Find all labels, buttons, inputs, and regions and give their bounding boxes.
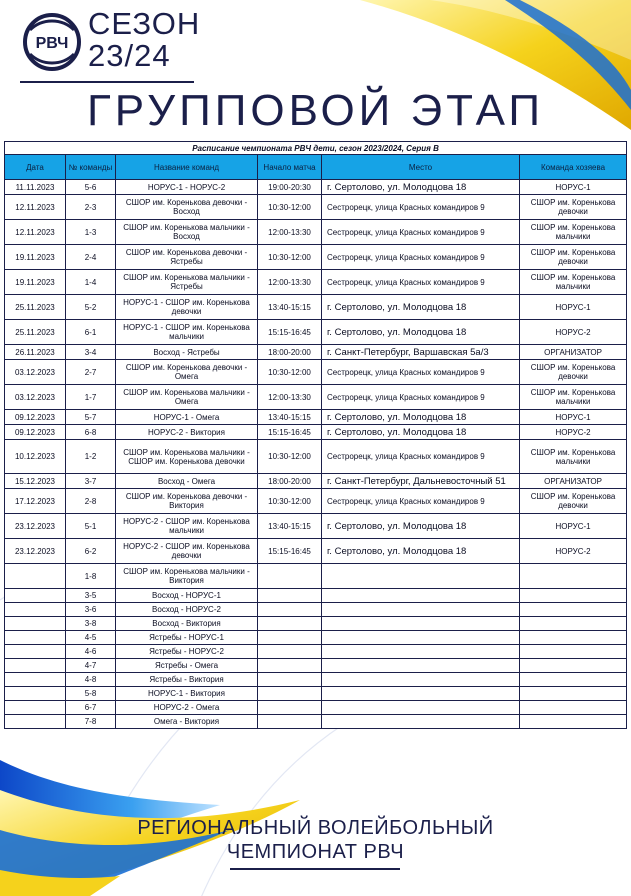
- start-time-cell: [258, 645, 322, 659]
- team-number-cell: 1-4: [66, 270, 116, 295]
- team-number-cell: 1-7: [66, 385, 116, 410]
- place-cell: Сестрорецк, улица Красных командиров 9: [322, 489, 520, 514]
- team-number-cell: 1-2: [66, 440, 116, 474]
- team-number-cell: 1-3: [66, 220, 116, 245]
- start-time-cell: [258, 659, 322, 673]
- date-cell: 09.12.2023: [5, 425, 66, 440]
- place-cell: [322, 687, 520, 701]
- place-cell: г. Сертолово, ул. Молодцова 18: [322, 180, 520, 195]
- date-cell: 12.11.2023: [5, 195, 66, 220]
- start-time-cell: 12:00-13:30: [258, 220, 322, 245]
- table-row: [5, 360, 627, 385]
- host-cell: [520, 564, 627, 589]
- date-cell: [5, 617, 66, 631]
- host-cell: НОРУС-2: [520, 320, 627, 345]
- place-cell: [322, 631, 520, 645]
- teams-cell: СШОР им. Коренькова мальчики - Виктория: [116, 564, 258, 589]
- teams-cell: НОРУС-1 - СШОР им. Коренькова мальчики: [116, 320, 258, 345]
- place-cell: [322, 715, 520, 729]
- host-cell: НОРУС-1: [520, 514, 627, 539]
- teams-cell: Восход - Ястребы: [116, 345, 258, 360]
- date-cell: 11.11.2023: [5, 180, 66, 195]
- date-cell: 23.12.2023: [5, 514, 66, 539]
- footer-line-2: ЧЕМПИОНАТ РВЧ: [226, 841, 405, 863]
- host-cell: ОРГАНИЗАТОР: [520, 345, 627, 360]
- team-number-cell: 7-8: [66, 715, 116, 729]
- date-cell: 12.11.2023: [5, 220, 66, 245]
- team-number-cell: 4-6: [66, 645, 116, 659]
- table-row: [5, 245, 627, 270]
- start-time-cell: [258, 701, 322, 715]
- host-cell: [520, 645, 627, 659]
- date-cell: [5, 645, 66, 659]
- table-row: [5, 489, 627, 514]
- place-cell: [322, 645, 520, 659]
- host-cell: [520, 715, 627, 729]
- teams-cell: НОРУС-2 - СШОР им. Коренькова девочки: [116, 539, 258, 564]
- place-cell: [322, 617, 520, 631]
- team-number-cell: 3-4: [66, 345, 116, 360]
- place-cell: г. Сертолово, ул. Молодцова 18: [322, 295, 520, 320]
- date-cell: [5, 715, 66, 729]
- date-cell: 23.12.2023: [5, 539, 66, 564]
- rvch-logo: [22, 12, 82, 72]
- teams-cell: НОРУС-2 - Омега: [116, 701, 258, 715]
- teams-cell: НОРУС-1 - СШОР им. Коренькова девочки: [116, 295, 258, 320]
- teams-cell: НОРУС-1 - Омега: [116, 410, 258, 425]
- start-time-cell: 12:00-13:30: [258, 270, 322, 295]
- table-row: [5, 701, 627, 715]
- header: [0, 0, 631, 138]
- table-row: [5, 220, 627, 245]
- host-cell: СШОР им. Коренькова мальчики: [520, 220, 627, 245]
- host-cell: НОРУС-2: [520, 539, 627, 564]
- column-header-teams: Название команд: [116, 155, 258, 180]
- footer-line-1: РЕГИОНАЛЬНЫЙ ВОЛЕЙБОЛЬНЫЙ: [137, 817, 494, 839]
- footer: [0, 816, 631, 864]
- teams-cell: СШОР им. Коренькова девочки - Восход: [116, 195, 258, 220]
- table-body: [5, 180, 627, 729]
- date-cell: [5, 687, 66, 701]
- column-header-date: Дата: [5, 155, 66, 180]
- host-cell: НОРУС-2: [520, 425, 627, 440]
- team-number-cell: 3-5: [66, 589, 116, 603]
- place-cell: г. Санкт-Петербург, Варшавская 5а/3: [322, 345, 520, 360]
- start-time-cell: 10:30-12:00: [258, 195, 322, 220]
- place-cell: Сестрорецк, улица Красных командиров 9: [322, 385, 520, 410]
- table-row: [5, 715, 627, 729]
- start-time-cell: [258, 715, 322, 729]
- table-row: [5, 345, 627, 360]
- table-row: [5, 631, 627, 645]
- start-time-cell: 12:00-13:30: [258, 385, 322, 410]
- host-cell: [520, 673, 627, 687]
- table-row: [5, 539, 627, 564]
- date-cell: [5, 659, 66, 673]
- team-number-cell: 5-7: [66, 410, 116, 425]
- place-cell: [322, 589, 520, 603]
- table-row: [5, 180, 627, 195]
- column-header-start-time: Начало матча: [258, 155, 322, 180]
- footer-divider: [230, 868, 400, 870]
- table-row: [5, 270, 627, 295]
- teams-cell: СШОР им. Коренькова мальчики - Ястребы: [116, 270, 258, 295]
- team-number-cell: 3-6: [66, 603, 116, 617]
- team-number-cell: 6-8: [66, 425, 116, 440]
- date-cell: 03.12.2023: [5, 360, 66, 385]
- season-label: [88, 8, 200, 72]
- host-cell: СШОР им. Коренькова девочки: [520, 245, 627, 270]
- table-row: [5, 673, 627, 687]
- date-cell: [5, 631, 66, 645]
- table-row: [5, 425, 627, 440]
- date-cell: 19.11.2023: [5, 245, 66, 270]
- date-cell: 15.12.2023: [5, 474, 66, 489]
- date-cell: 25.11.2023: [5, 320, 66, 345]
- date-cell: 09.12.2023: [5, 410, 66, 425]
- table-row: [5, 410, 627, 425]
- table-row: [5, 320, 627, 345]
- teams-cell: Ястребы - НОРУС-1: [116, 631, 258, 645]
- stage-title: ГРУППОВОЙ ЭТАП: [86, 86, 545, 135]
- schedule-table-wrapper: [4, 141, 626, 729]
- table-row: [5, 617, 627, 631]
- date-cell: 26.11.2023: [5, 345, 66, 360]
- table-header-row: [5, 155, 627, 180]
- team-number-cell: 1-8: [66, 564, 116, 589]
- team-number-cell: 4-7: [66, 659, 116, 673]
- date-cell: [5, 701, 66, 715]
- table-row: [5, 659, 627, 673]
- place-cell: [322, 659, 520, 673]
- team-number-cell: 3-8: [66, 617, 116, 631]
- team-number-cell: 2-4: [66, 245, 116, 270]
- place-cell: Сестрорецк, улица Красных командиров 9: [322, 440, 520, 474]
- column-header-host: Команда хозяева: [520, 155, 627, 180]
- date-cell: 17.12.2023: [5, 489, 66, 514]
- teams-cell: СШОР им. Коренькова девочки - Виктория: [116, 489, 258, 514]
- teams-cell: СШОР им. Коренькова девочки - Омега: [116, 360, 258, 385]
- team-number-cell: 6-7: [66, 701, 116, 715]
- team-number-cell: 4-5: [66, 631, 116, 645]
- table-row: [5, 589, 627, 603]
- start-time-cell: [258, 564, 322, 589]
- date-cell: [5, 603, 66, 617]
- place-cell: Сестрорецк, улица Красных командиров 9: [322, 270, 520, 295]
- host-cell: СШОР им. Коренькова мальчики: [520, 440, 627, 474]
- start-time-cell: 13:40-15:15: [258, 410, 322, 425]
- teams-cell: НОРУС-1 - Виктория: [116, 687, 258, 701]
- host-cell: ОРГАНИЗАТОР: [520, 474, 627, 489]
- team-number-cell: 3-7: [66, 474, 116, 489]
- host-cell: [520, 701, 627, 715]
- teams-cell: СШОР им. Коренькова мальчики - Восход: [116, 220, 258, 245]
- place-cell: г. Сертолово, ул. Молодцова 18: [322, 410, 520, 425]
- start-time-cell: 13:40-15:15: [258, 514, 322, 539]
- place-cell: г. Санкт-Петербург, Дальневосточный 51: [322, 474, 520, 489]
- logo-text: РВЧ: [35, 35, 69, 52]
- place-cell: Сестрорецк, улица Красных командиров 9: [322, 220, 520, 245]
- table-row: [5, 514, 627, 539]
- teams-cell: Восход - Омега: [116, 474, 258, 489]
- teams-cell: Ястребы - НОРУС-2: [116, 645, 258, 659]
- date-cell: 25.11.2023: [5, 295, 66, 320]
- team-number-cell: 2-3: [66, 195, 116, 220]
- teams-cell: Восход - НОРУС-1: [116, 589, 258, 603]
- teams-cell: Восход - НОРУС-2: [116, 603, 258, 617]
- place-cell: [322, 701, 520, 715]
- header-divider: [20, 81, 194, 83]
- start-time-cell: [258, 687, 322, 701]
- start-time-cell: 19:00-20:30: [258, 180, 322, 195]
- teams-cell: Омега - Виктория: [116, 715, 258, 729]
- host-cell: [520, 617, 627, 631]
- host-cell: СШОР им. Коренькова девочки: [520, 489, 627, 514]
- host-cell: [520, 589, 627, 603]
- place-cell: [322, 603, 520, 617]
- host-cell: [520, 603, 627, 617]
- host-cell: СШОР им. Коренькова мальчики: [520, 385, 627, 410]
- teams-cell: СШОР им. Коренькова девочки - Ястребы: [116, 245, 258, 270]
- team-number-cell: 4-8: [66, 673, 116, 687]
- teams-cell: НОРУС-2 - СШОР им. Коренькова мальчики: [116, 514, 258, 539]
- column-header-place: Место: [322, 155, 520, 180]
- table-row: [5, 195, 627, 220]
- table-row: [5, 295, 627, 320]
- start-time-cell: 15:15-16:45: [258, 425, 322, 440]
- date-cell: [5, 589, 66, 603]
- place-cell: Сестрорецк, улица Красных командиров 9: [322, 245, 520, 270]
- place-cell: Сестрорецк, улица Красных командиров 9: [322, 195, 520, 220]
- table-caption-row: [5, 142, 627, 155]
- season-word: СЕЗОН: [88, 6, 201, 41]
- place-cell: Сестрорецк, улица Красных командиров 9: [322, 360, 520, 385]
- team-number-cell: 5-1: [66, 514, 116, 539]
- team-number-cell: 2-7: [66, 360, 116, 385]
- season-years: 23/24: [88, 38, 171, 73]
- teams-cell: Ястребы - Омега: [116, 659, 258, 673]
- start-time-cell: [258, 617, 322, 631]
- host-cell: [520, 687, 627, 701]
- schedule-table: [4, 141, 627, 729]
- start-time-cell: [258, 603, 322, 617]
- start-time-cell: 18:00-20:00: [258, 474, 322, 489]
- host-cell: СШОР им. Коренькова девочки: [520, 360, 627, 385]
- start-time-cell: 10:30-12:00: [258, 360, 322, 385]
- table-row: [5, 603, 627, 617]
- team-number-cell: 6-2: [66, 539, 116, 564]
- column-header-team-number: № команды: [66, 155, 116, 180]
- place-cell: г. Сертолово, ул. Молодцова 18: [322, 425, 520, 440]
- teams-cell: СШОР им. Коренькова мальчики - Омега: [116, 385, 258, 410]
- table-row: [5, 645, 627, 659]
- table-caption: Расписание чемпионата РВЧ дети, сезон 2023/2024, Серия В: [5, 142, 627, 155]
- teams-cell: Ястребы - Виктория: [116, 673, 258, 687]
- date-cell: [5, 564, 66, 589]
- teams-cell: НОРУС-1 - НОРУС-2: [116, 180, 258, 195]
- start-time-cell: 13:40-15:15: [258, 295, 322, 320]
- table-row: [5, 440, 627, 474]
- start-time-cell: 10:30-12:00: [258, 245, 322, 270]
- host-cell: НОРУС-1: [520, 410, 627, 425]
- place-cell: г. Сертолово, ул. Молодцова 18: [322, 539, 520, 564]
- team-number-cell: 5-6: [66, 180, 116, 195]
- date-cell: 10.12.2023: [5, 440, 66, 474]
- place-cell: г. Сертолово, ул. Молодцова 18: [322, 514, 520, 539]
- host-cell: [520, 659, 627, 673]
- teams-cell: СШОР им. Коренькова мальчики - СШОР им. Коренькова девочки: [116, 440, 258, 474]
- start-time-cell: [258, 673, 322, 687]
- start-time-cell: 18:00-20:00: [258, 345, 322, 360]
- teams-cell: Восход - Виктория: [116, 617, 258, 631]
- date-cell: 03.12.2023: [5, 385, 66, 410]
- team-number-cell: 2-8: [66, 489, 116, 514]
- start-time-cell: 10:30-12:00: [258, 489, 322, 514]
- start-time-cell: [258, 589, 322, 603]
- team-number-cell: 5-8: [66, 687, 116, 701]
- table-row: [5, 564, 627, 589]
- start-time-cell: 10:30-12:00: [258, 440, 322, 474]
- host-cell: НОРУС-1: [520, 180, 627, 195]
- team-number-cell: 6-1: [66, 320, 116, 345]
- table-row: [5, 385, 627, 410]
- teams-cell: НОРУС-2 - Виктория: [116, 425, 258, 440]
- host-cell: СШОР им. Коренькова мальчики: [520, 270, 627, 295]
- host-cell: НОРУС-1: [520, 295, 627, 320]
- start-time-cell: [258, 631, 322, 645]
- table-row: [5, 687, 627, 701]
- place-cell: [322, 673, 520, 687]
- team-number-cell: 5-2: [66, 295, 116, 320]
- place-cell: [322, 564, 520, 589]
- table-row: [5, 474, 627, 489]
- date-cell: 19.11.2023: [5, 270, 66, 295]
- start-time-cell: 15:15-16:45: [258, 320, 322, 345]
- date-cell: [5, 673, 66, 687]
- start-time-cell: 15:15-16:45: [258, 539, 322, 564]
- host-cell: СШОР им. Коренькова девочки: [520, 195, 627, 220]
- host-cell: [520, 631, 627, 645]
- place-cell: г. Сертолово, ул. Молодцова 18: [322, 320, 520, 345]
